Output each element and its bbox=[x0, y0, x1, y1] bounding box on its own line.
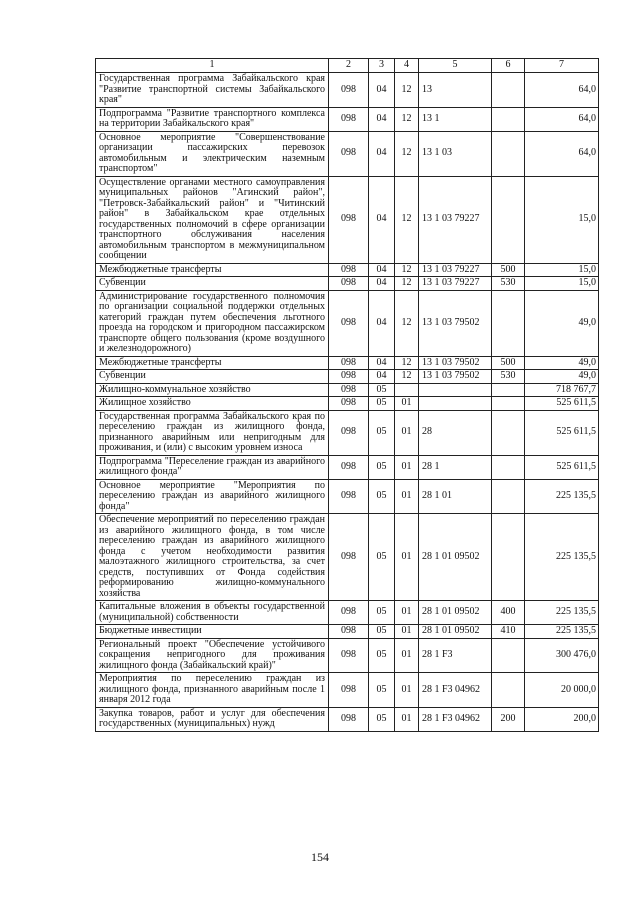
table-row bbox=[96, 410, 599, 455]
row-target-article: 13 1 03 79227 bbox=[419, 277, 492, 291]
row-grbs-code: 098 bbox=[329, 370, 369, 384]
row-grbs-code: 098 bbox=[329, 383, 369, 397]
row-expense-type bbox=[492, 410, 525, 455]
table-row bbox=[96, 707, 599, 731]
row-grbs-code: 098 bbox=[329, 601, 369, 625]
row-amount: 64,0 bbox=[525, 131, 599, 176]
row-section-code: 04 bbox=[369, 356, 395, 370]
row-target-article: 13 1 bbox=[419, 107, 492, 131]
row-expense-type: 530 bbox=[492, 370, 525, 384]
row-subsection-code: 01 bbox=[395, 601, 419, 625]
row-amount: 15,0 bbox=[525, 277, 599, 291]
row-amount: 225 135,5 bbox=[525, 514, 599, 601]
row-name: Капитальные вложения в объекты государственной (муниципальной) собственности bbox=[96, 601, 329, 625]
row-grbs-code: 098 bbox=[329, 176, 369, 263]
row-target-article: 28 1 F3 bbox=[419, 638, 492, 673]
row-expense-type bbox=[492, 290, 525, 356]
row-amount: 225 135,5 bbox=[525, 625, 599, 639]
row-subsection-code: 01 bbox=[395, 625, 419, 639]
row-name: Подпрограмма "Развитие транспортного комплекса на территории Забайкальского края" bbox=[96, 107, 329, 131]
row-subsection-code: 12 bbox=[395, 176, 419, 263]
row-section-code: 05 bbox=[369, 707, 395, 731]
row-section-code: 04 bbox=[369, 176, 395, 263]
row-name: Подпрограмма "Переселение граждан из аварийного жилищного фонда" bbox=[96, 455, 329, 479]
row-target-article: 13 1 03 bbox=[419, 131, 492, 176]
row-subsection-code: 01 bbox=[395, 479, 419, 514]
row-amount: 225 135,5 bbox=[525, 479, 599, 514]
row-grbs-code: 098 bbox=[329, 479, 369, 514]
row-grbs-code: 098 bbox=[329, 673, 369, 708]
row-target-article: 13 1 03 79227 bbox=[419, 176, 492, 263]
table-row bbox=[96, 107, 599, 131]
row-subsection-code: 01 bbox=[395, 455, 419, 479]
row-subsection-code: 12 bbox=[395, 73, 419, 108]
row-name: Межбюджетные трансферты bbox=[96, 356, 329, 370]
row-grbs-code: 098 bbox=[329, 277, 369, 291]
row-target-article: 28 1 F3 04962 bbox=[419, 707, 492, 731]
row-name: Закупка товаров, работ и услуг для обеспечения государственных (муниципальных) нужд bbox=[96, 707, 329, 731]
row-amount: 49,0 bbox=[525, 370, 599, 384]
row-subsection-code: 12 bbox=[395, 290, 419, 356]
row-expense-type: 500 bbox=[492, 263, 525, 277]
row-target-article: 28 1 01 09502 bbox=[419, 625, 492, 639]
row-expense-type bbox=[492, 383, 525, 397]
row-section-code: 04 bbox=[369, 290, 395, 356]
row-grbs-code: 098 bbox=[329, 410, 369, 455]
row-subsection-code: 01 bbox=[395, 673, 419, 708]
row-subsection-code: 01 bbox=[395, 514, 419, 601]
row-section-code: 04 bbox=[369, 370, 395, 384]
row-amount: 200,0 bbox=[525, 707, 599, 731]
row-subsection-code: 01 bbox=[395, 638, 419, 673]
row-grbs-code: 098 bbox=[329, 107, 369, 131]
table-row bbox=[96, 625, 599, 639]
row-target-article: 28 1 01 bbox=[419, 479, 492, 514]
row-name: Основное мероприятие "Мероприятия по переселению граждан из аварийного жилищного фонда" bbox=[96, 479, 329, 514]
page-number: 154 bbox=[311, 850, 329, 864]
row-target-article: 28 1 01 09502 bbox=[419, 601, 492, 625]
row-amount: 64,0 bbox=[525, 107, 599, 131]
row-section-code: 05 bbox=[369, 625, 395, 639]
row-expense-type: 410 bbox=[492, 625, 525, 639]
budget-table-container bbox=[95, 58, 599, 732]
row-grbs-code: 098 bbox=[329, 73, 369, 108]
row-target-article: 13 1 03 79502 bbox=[419, 370, 492, 384]
row-name: Региональный проект "Обеспечение устойчивого сокращения непригодного для проживания жилищного фонда (Забайкальский край)" bbox=[96, 638, 329, 673]
header-col-4: 4 bbox=[395, 59, 419, 73]
row-target-article: 13 1 03 79502 bbox=[419, 290, 492, 356]
row-amount: 49,0 bbox=[525, 290, 599, 356]
row-expense-type bbox=[492, 131, 525, 176]
row-amount: 20 000,0 bbox=[525, 673, 599, 708]
row-section-code: 05 bbox=[369, 410, 395, 455]
table-row bbox=[96, 290, 599, 356]
header-col-1: 1 bbox=[96, 59, 329, 73]
row-name: Основное мероприятие "Совершенствование организации пассажирских перевозок автомобильным и электрическим наземным транспортом" bbox=[96, 131, 329, 176]
budget-table bbox=[95, 58, 599, 732]
table-row bbox=[96, 383, 599, 397]
row-expense-type: 500 bbox=[492, 356, 525, 370]
table-row bbox=[96, 638, 599, 673]
row-grbs-code: 098 bbox=[329, 397, 369, 411]
row-section-code: 04 bbox=[369, 73, 395, 108]
row-section-code: 04 bbox=[369, 277, 395, 291]
row-name: Субвенции bbox=[96, 277, 329, 291]
row-amount: 15,0 bbox=[525, 176, 599, 263]
row-target-article: 13 1 03 79502 bbox=[419, 356, 492, 370]
row-name: Субвенции bbox=[96, 370, 329, 384]
header-col-6: 6 bbox=[492, 59, 525, 73]
row-subsection-code: 01 bbox=[395, 410, 419, 455]
row-section-code: 05 bbox=[369, 514, 395, 601]
row-amount: 64,0 bbox=[525, 73, 599, 108]
row-name: Жилищное хозяйство bbox=[96, 397, 329, 411]
row-expense-type bbox=[492, 455, 525, 479]
row-grbs-code: 098 bbox=[329, 290, 369, 356]
header-col-3: 3 bbox=[369, 59, 395, 73]
table-header-row bbox=[96, 59, 599, 73]
row-amount: 300 476,0 bbox=[525, 638, 599, 673]
table-row bbox=[96, 370, 599, 384]
table-row bbox=[96, 131, 599, 176]
table-row bbox=[96, 673, 599, 708]
row-grbs-code: 098 bbox=[329, 263, 369, 277]
row-grbs-code: 098 bbox=[329, 356, 369, 370]
row-grbs-code: 098 bbox=[329, 131, 369, 176]
table-row bbox=[96, 73, 599, 108]
row-subsection-code: 01 bbox=[395, 397, 419, 411]
row-subsection-code: 12 bbox=[395, 356, 419, 370]
row-amount: 525 611,5 bbox=[525, 410, 599, 455]
row-subsection-code: 12 bbox=[395, 370, 419, 384]
row-grbs-code: 098 bbox=[329, 514, 369, 601]
row-name: Обеспечение мероприятий по переселению граждан из аварийного жилищного фонда, в том числе переселению граждан из аварийного жилищного фонда с учетом необходимости развития малоэтажного жилищного строительства, за счет средств, поступивших от Фонда содействия реформированию жилищно-коммунального хозяйства bbox=[96, 514, 329, 601]
row-target-article bbox=[419, 397, 492, 411]
row-expense-type bbox=[492, 479, 525, 514]
row-target-article bbox=[419, 383, 492, 397]
row-expense-type bbox=[492, 673, 525, 708]
row-section-code: 05 bbox=[369, 479, 395, 514]
row-subsection-code: 01 bbox=[395, 707, 419, 731]
row-amount: 718 767,7 bbox=[525, 383, 599, 397]
row-amount: 525 611,5 bbox=[525, 455, 599, 479]
row-name: Государственная программа Забайкальского края по переселению граждан из жилищного фонда, признанного аварийным или непригодным для проживания, и (или) с высоким уровнем износа bbox=[96, 410, 329, 455]
header-col-2: 2 bbox=[329, 59, 369, 73]
row-target-article: 13 1 03 79227 bbox=[419, 263, 492, 277]
header-col-5: 5 bbox=[419, 59, 492, 73]
row-grbs-code: 098 bbox=[329, 455, 369, 479]
row-amount: 49,0 bbox=[525, 356, 599, 370]
row-target-article: 28 bbox=[419, 410, 492, 455]
row-amount: 525 611,5 bbox=[525, 397, 599, 411]
row-target-article: 28 1 F3 04962 bbox=[419, 673, 492, 708]
row-target-article: 13 bbox=[419, 73, 492, 108]
row-expense-type: 400 bbox=[492, 601, 525, 625]
row-expense-type bbox=[492, 514, 525, 601]
row-expense-type bbox=[492, 397, 525, 411]
row-expense-type bbox=[492, 73, 525, 108]
row-expense-type bbox=[492, 107, 525, 131]
table-row bbox=[96, 176, 599, 263]
row-name: Государственная программа Забайкальского края "Развитие транспортной системы Забайкальского края" bbox=[96, 73, 329, 108]
row-section-code: 04 bbox=[369, 263, 395, 277]
row-section-code: 05 bbox=[369, 383, 395, 397]
row-section-code: 05 bbox=[369, 397, 395, 411]
table-row bbox=[96, 397, 599, 411]
row-section-code: 04 bbox=[369, 131, 395, 176]
row-subsection-code: 12 bbox=[395, 107, 419, 131]
table-row bbox=[96, 601, 599, 625]
row-grbs-code: 098 bbox=[329, 638, 369, 673]
row-expense-type bbox=[492, 638, 525, 673]
row-grbs-code: 098 bbox=[329, 625, 369, 639]
row-subsection-code: 12 bbox=[395, 263, 419, 277]
row-name: Администрирование государственного полномочия по организации социальной поддержки отдельных категорий граждан путем обеспечения льготного проезда на городском и пригородном пассажирском транспорте общего пользования (кроме воздушного и железнодорожного) bbox=[96, 290, 329, 356]
table-row bbox=[96, 356, 599, 370]
row-section-code: 05 bbox=[369, 601, 395, 625]
row-name: Бюджетные инвестиции bbox=[96, 625, 329, 639]
row-expense-type: 200 bbox=[492, 707, 525, 731]
table-row bbox=[96, 263, 599, 277]
row-name: Осуществление органами местного самоуправления муниципальных районов "Агинский район", "Петровск-Забайкальский район" и "Читинский район" в Забайкальском крае отдельных государственных полномочий в сфере организации транспортного обслуживания населения автомобильным транспортом в межмуниципальном сообщении bbox=[96, 176, 329, 263]
row-name: Жилищно-коммунальное хозяйство bbox=[96, 383, 329, 397]
row-section-code: 05 bbox=[369, 455, 395, 479]
table-row bbox=[96, 455, 599, 479]
row-subsection-code: 12 bbox=[395, 277, 419, 291]
row-name: Мероприятия по переселению граждан из жилищного фонда, признанного аварийным после 1 января 2012 года bbox=[96, 673, 329, 708]
table-row bbox=[96, 479, 599, 514]
row-subsection-code bbox=[395, 383, 419, 397]
row-expense-type bbox=[492, 176, 525, 263]
row-target-article: 28 1 bbox=[419, 455, 492, 479]
table-row bbox=[96, 277, 599, 291]
row-target-article: 28 1 01 09502 bbox=[419, 514, 492, 601]
header-col-7: 7 bbox=[525, 59, 599, 73]
row-amount: 15,0 bbox=[525, 263, 599, 277]
row-grbs-code: 098 bbox=[329, 707, 369, 731]
row-name: Межбюджетные трансферты bbox=[96, 263, 329, 277]
table-row bbox=[96, 514, 599, 601]
row-expense-type: 530 bbox=[492, 277, 525, 291]
row-amount: 225 135,5 bbox=[525, 601, 599, 625]
row-section-code: 04 bbox=[369, 107, 395, 131]
row-section-code: 05 bbox=[369, 638, 395, 673]
row-subsection-code: 12 bbox=[395, 131, 419, 176]
row-section-code: 05 bbox=[369, 673, 395, 708]
